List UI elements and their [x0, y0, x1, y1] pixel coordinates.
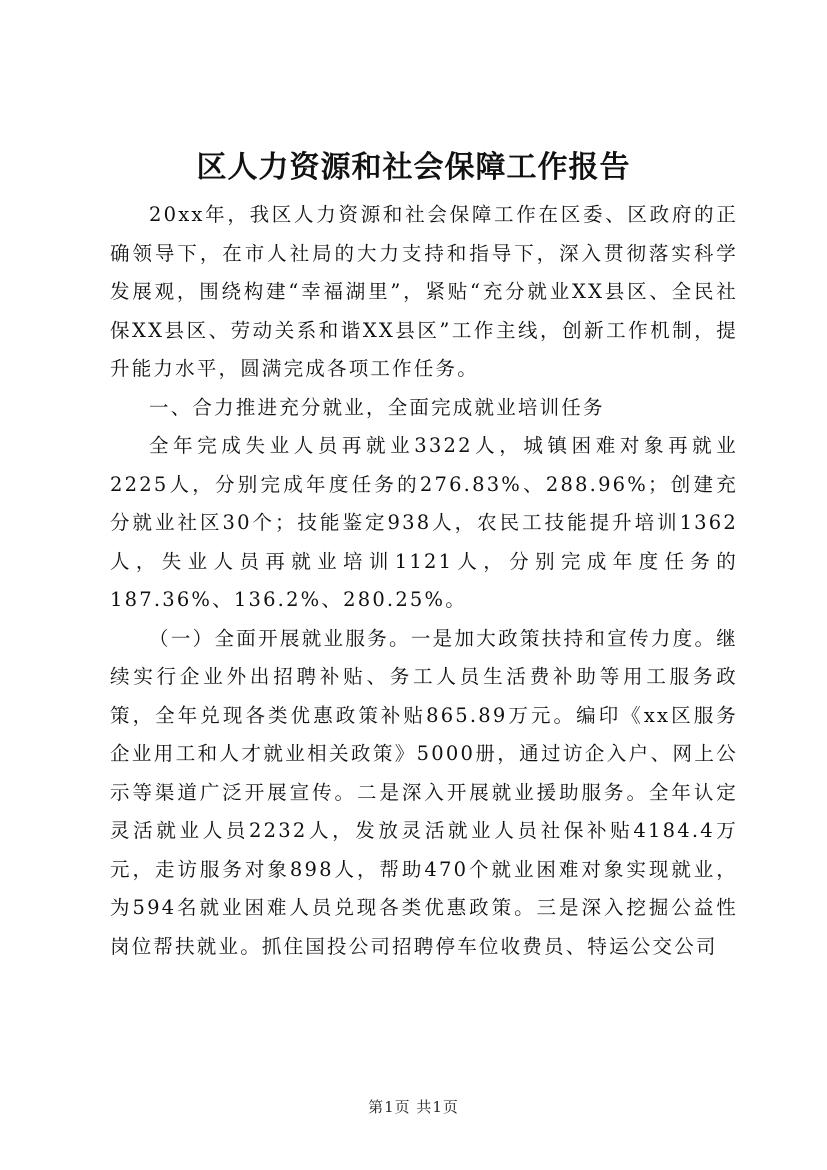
document-title: 区人力资源和社会保障工作报告 — [196, 150, 631, 185]
employment-services-paragraph: （一）全面开展就业服务。一是加大政策扶持和宣传力度。继续实行企业外出招聘补贴、务工人员生活费补助等用工服务政策，全年兑现各类优惠政策补贴865.89万元。编印《xx区服务企业用工和人才就业相关政策》5000册，通过访企入户、网上公示等渠道广泛开展宣传。二是深入开展就业援助服务。全年认定灵活就业人员2232人，发放灵活就业人员社保补贴4184.4万元，走访服务对象898人，帮助470个就业困难对象实现就业，为594名就业困难人员兑现各类优惠政策。三是深入挖掘公益性岗位帮扶就业。抓住国投公司招聘停车位收费员、特运公交公司 — [110, 626, 738, 958]
section-heading: 一、合力推进充分就业，全面完成就业培训任务 — [149, 395, 605, 419]
intro-paragraph: 20xx年，我区人力资源和社会保障工作在区委、区政府的正确领导下，在市人社局的大力支持和指导下，深入贯彻落实科学发展观，围绕构建“幸福湖里”，紧贴“充分就业XX县区、全民社保XX县区、劳动关系和谐XX县区”工作主线，创新工作机制，提升能力水平，圆满完成各项工作任务。 — [110, 203, 738, 380]
page-number-footer: 第1页 共1页 — [368, 1098, 459, 1116]
statistics-paragraph: 全年完成失业人员再就业3322人，城镇困难对象再就业2225人，分别完成年度任务的276.83%、288.96%；创建充分就业社区30个；技能鉴定938人，农民工技能提升培训1362人，失业人员再就业培训1121人，分别完成年度任务的187.36%、136.2%、280.25%。 — [110, 434, 738, 611]
document-body — [110, 196, 738, 966]
